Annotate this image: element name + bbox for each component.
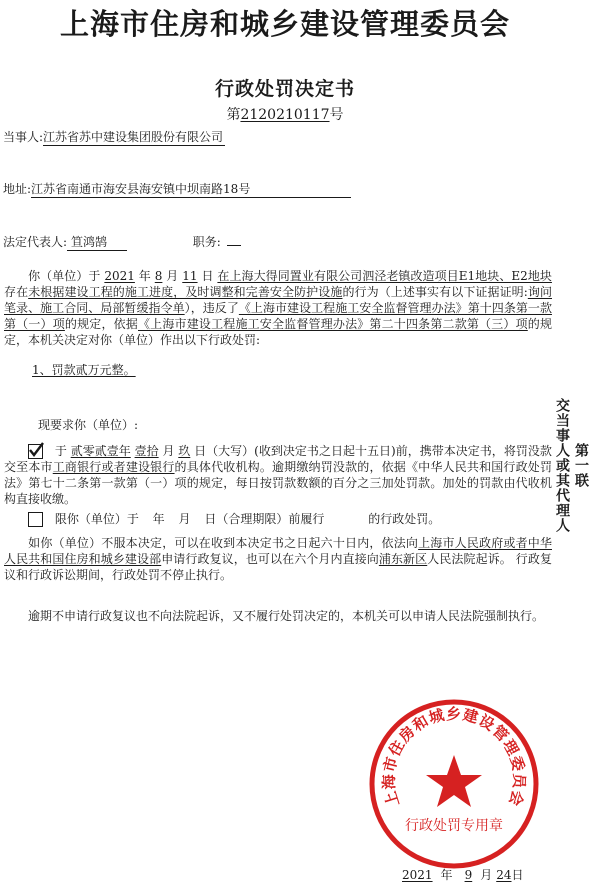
doc-number-suffix: 号 xyxy=(329,107,344,123)
facts-location-project: 在上海大得同置业有限公司泗泾老镇改造项目E1地块、E2地块 xyxy=(217,269,552,283)
document-title: 行政处罚决定书 xyxy=(214,78,355,100)
date-month: 9 xyxy=(464,868,473,882)
date-year-unit: 年 xyxy=(440,868,453,882)
date-day: 24 xyxy=(496,868,512,882)
facts-day-unit: 日 xyxy=(201,269,214,283)
option-1-late-fee-text: 的具体代收机构。逾期缴纳罚没款的，依据《中华人民共和国行政处罚法》第七十二条第一款第（一）项的规定，每日按罚款数额的百分之三加处罚款。加处的罚款由代收机构直接收缴。 xyxy=(4,460,552,506)
party-name-row xyxy=(3,128,225,146)
issue-date xyxy=(402,866,524,883)
party-position-label: 职务: xyxy=(192,235,221,249)
option-2-month-unit: 月 xyxy=(178,512,191,526)
facts-lead: 你（单位）于 xyxy=(28,269,101,283)
document-number xyxy=(0,104,570,124)
option-2-tail: 的行政处罚。 xyxy=(368,512,441,526)
seal-ring-text: 上海市住房和城乡建设管理委员会 xyxy=(379,705,529,809)
party-address-value: 江苏省南通市海安县海安镇中坝南路18号 xyxy=(31,180,351,198)
checkmark-icon xyxy=(28,442,44,458)
facts-month-unit: 月 xyxy=(166,269,179,283)
party-address-row xyxy=(3,180,351,198)
option-2-day-text: 日（合理期限）前履行 xyxy=(204,512,325,526)
requirement-option-1 xyxy=(4,443,552,507)
penalty-item xyxy=(32,362,332,378)
party-position-value xyxy=(227,245,241,246)
party-address-label: 地址: xyxy=(3,182,32,196)
enforcement-paragraph xyxy=(4,608,552,624)
date-day-unit: 日 xyxy=(511,868,524,882)
facts-basis: 的规定，依据 xyxy=(64,317,138,331)
facts-month: 8 xyxy=(154,269,163,283)
requirement-intro: 现要求你（单位）: xyxy=(38,418,139,432)
facts-act: 的行为（上述事实有以下证据证明: xyxy=(342,285,528,299)
facts-decision: 的规定，本机关决定对你（单位）作出以下行政处罚: xyxy=(4,317,552,347)
copy-designation xyxy=(554,398,590,533)
appeal-middle: 申请行政复议，也可以在六个月内直接向 xyxy=(161,552,379,566)
copy-label: 第一联 xyxy=(573,443,589,488)
organization-title: 上海市住房和城乡建设管理委员会 xyxy=(59,7,510,41)
facts-violate: ），违反了 xyxy=(184,301,239,315)
doc-number-prefix: 第 xyxy=(226,107,241,123)
date-year: 2021 xyxy=(402,868,433,882)
copy-recipient: 交当事人或其代理人 xyxy=(554,398,570,533)
date-month-unit: 月 xyxy=(480,868,493,882)
option-1-day: 玖 xyxy=(178,444,191,458)
option-1-month: 壹拾 xyxy=(134,444,159,458)
option-2-lead: 限你（单位）于 xyxy=(54,512,139,526)
option-1-year: 贰零贰壹年 xyxy=(70,444,131,458)
party-name-label: 当事人: xyxy=(3,130,44,144)
facts-exist: 存在 xyxy=(4,285,29,299)
official-seal xyxy=(365,695,543,873)
option-1-month-unit: 月 xyxy=(162,444,175,458)
option-2-checkbox[interactable] xyxy=(28,512,43,527)
facts-law-violated: 《上海市建设工程施工安全监督管理办法》第十四条第一款第（一）项 xyxy=(4,301,552,331)
doc-number-value: 2120210117 xyxy=(240,107,330,123)
appeal-paragraph xyxy=(4,535,552,583)
party-rep-label: 法定代表人: xyxy=(3,235,68,249)
appeal-authority: 上海市人民政府或者中华人民共和国住房和城乡建设部 xyxy=(4,536,552,566)
facts-day: 11 xyxy=(182,269,198,283)
enforcement-text: 逾期不申请行政复议也不向法院起诉，又不履行处罚决定的，本机关可以申请人民法院强制执行。 xyxy=(28,609,545,623)
facts-year: 2021 xyxy=(104,269,135,283)
requirement-option-2 xyxy=(4,511,552,527)
option-1-bank: 工商银行或者建设银行 xyxy=(52,460,175,474)
facts-evidence: 询问笔录、施工合同、局部暂缓指令单 xyxy=(4,285,552,315)
party-rep-value: 笪鸿鹄 xyxy=(67,233,127,251)
option-2-year-unit: 年 xyxy=(152,512,165,526)
appeal-court: 浦东新区 xyxy=(378,552,428,566)
appeal-tail: 人民法院起诉。 行政复议和行政诉讼期间，行政处罚不停止执行。 xyxy=(4,552,552,582)
facts-violation: 未根据建设工程的施工进度，及时调整和完善安全防护设施 xyxy=(28,285,343,299)
party-representative-row xyxy=(3,233,241,251)
option-1-deadline-text: 日（大写）(收到决定书之日起十五日)前，携带本决定书，将罚没款交至本市 xyxy=(4,444,552,474)
party-name-value: 江苏省苏中建设集团股份有限公司 xyxy=(43,130,224,144)
facts-law-basis: 《上海市建设工程施工安全监督管理办法》第二十四条第二款第（三）项 xyxy=(138,317,528,331)
seal-bottom-text: 行政处罚专用章 xyxy=(405,818,503,834)
option-1-lead: 于 xyxy=(54,444,67,458)
facts-paragraph xyxy=(4,268,552,348)
star-icon xyxy=(426,755,482,807)
facts-year-unit: 年 xyxy=(138,269,151,283)
penalty-item-text: 1、罚款贰万元整。 xyxy=(32,363,136,377)
option-1-checkbox[interactable] xyxy=(28,444,43,459)
appeal-lead: 如你（单位）不服本决定，可以在收到本决定书之日起六十日内，依法向 xyxy=(28,536,419,550)
